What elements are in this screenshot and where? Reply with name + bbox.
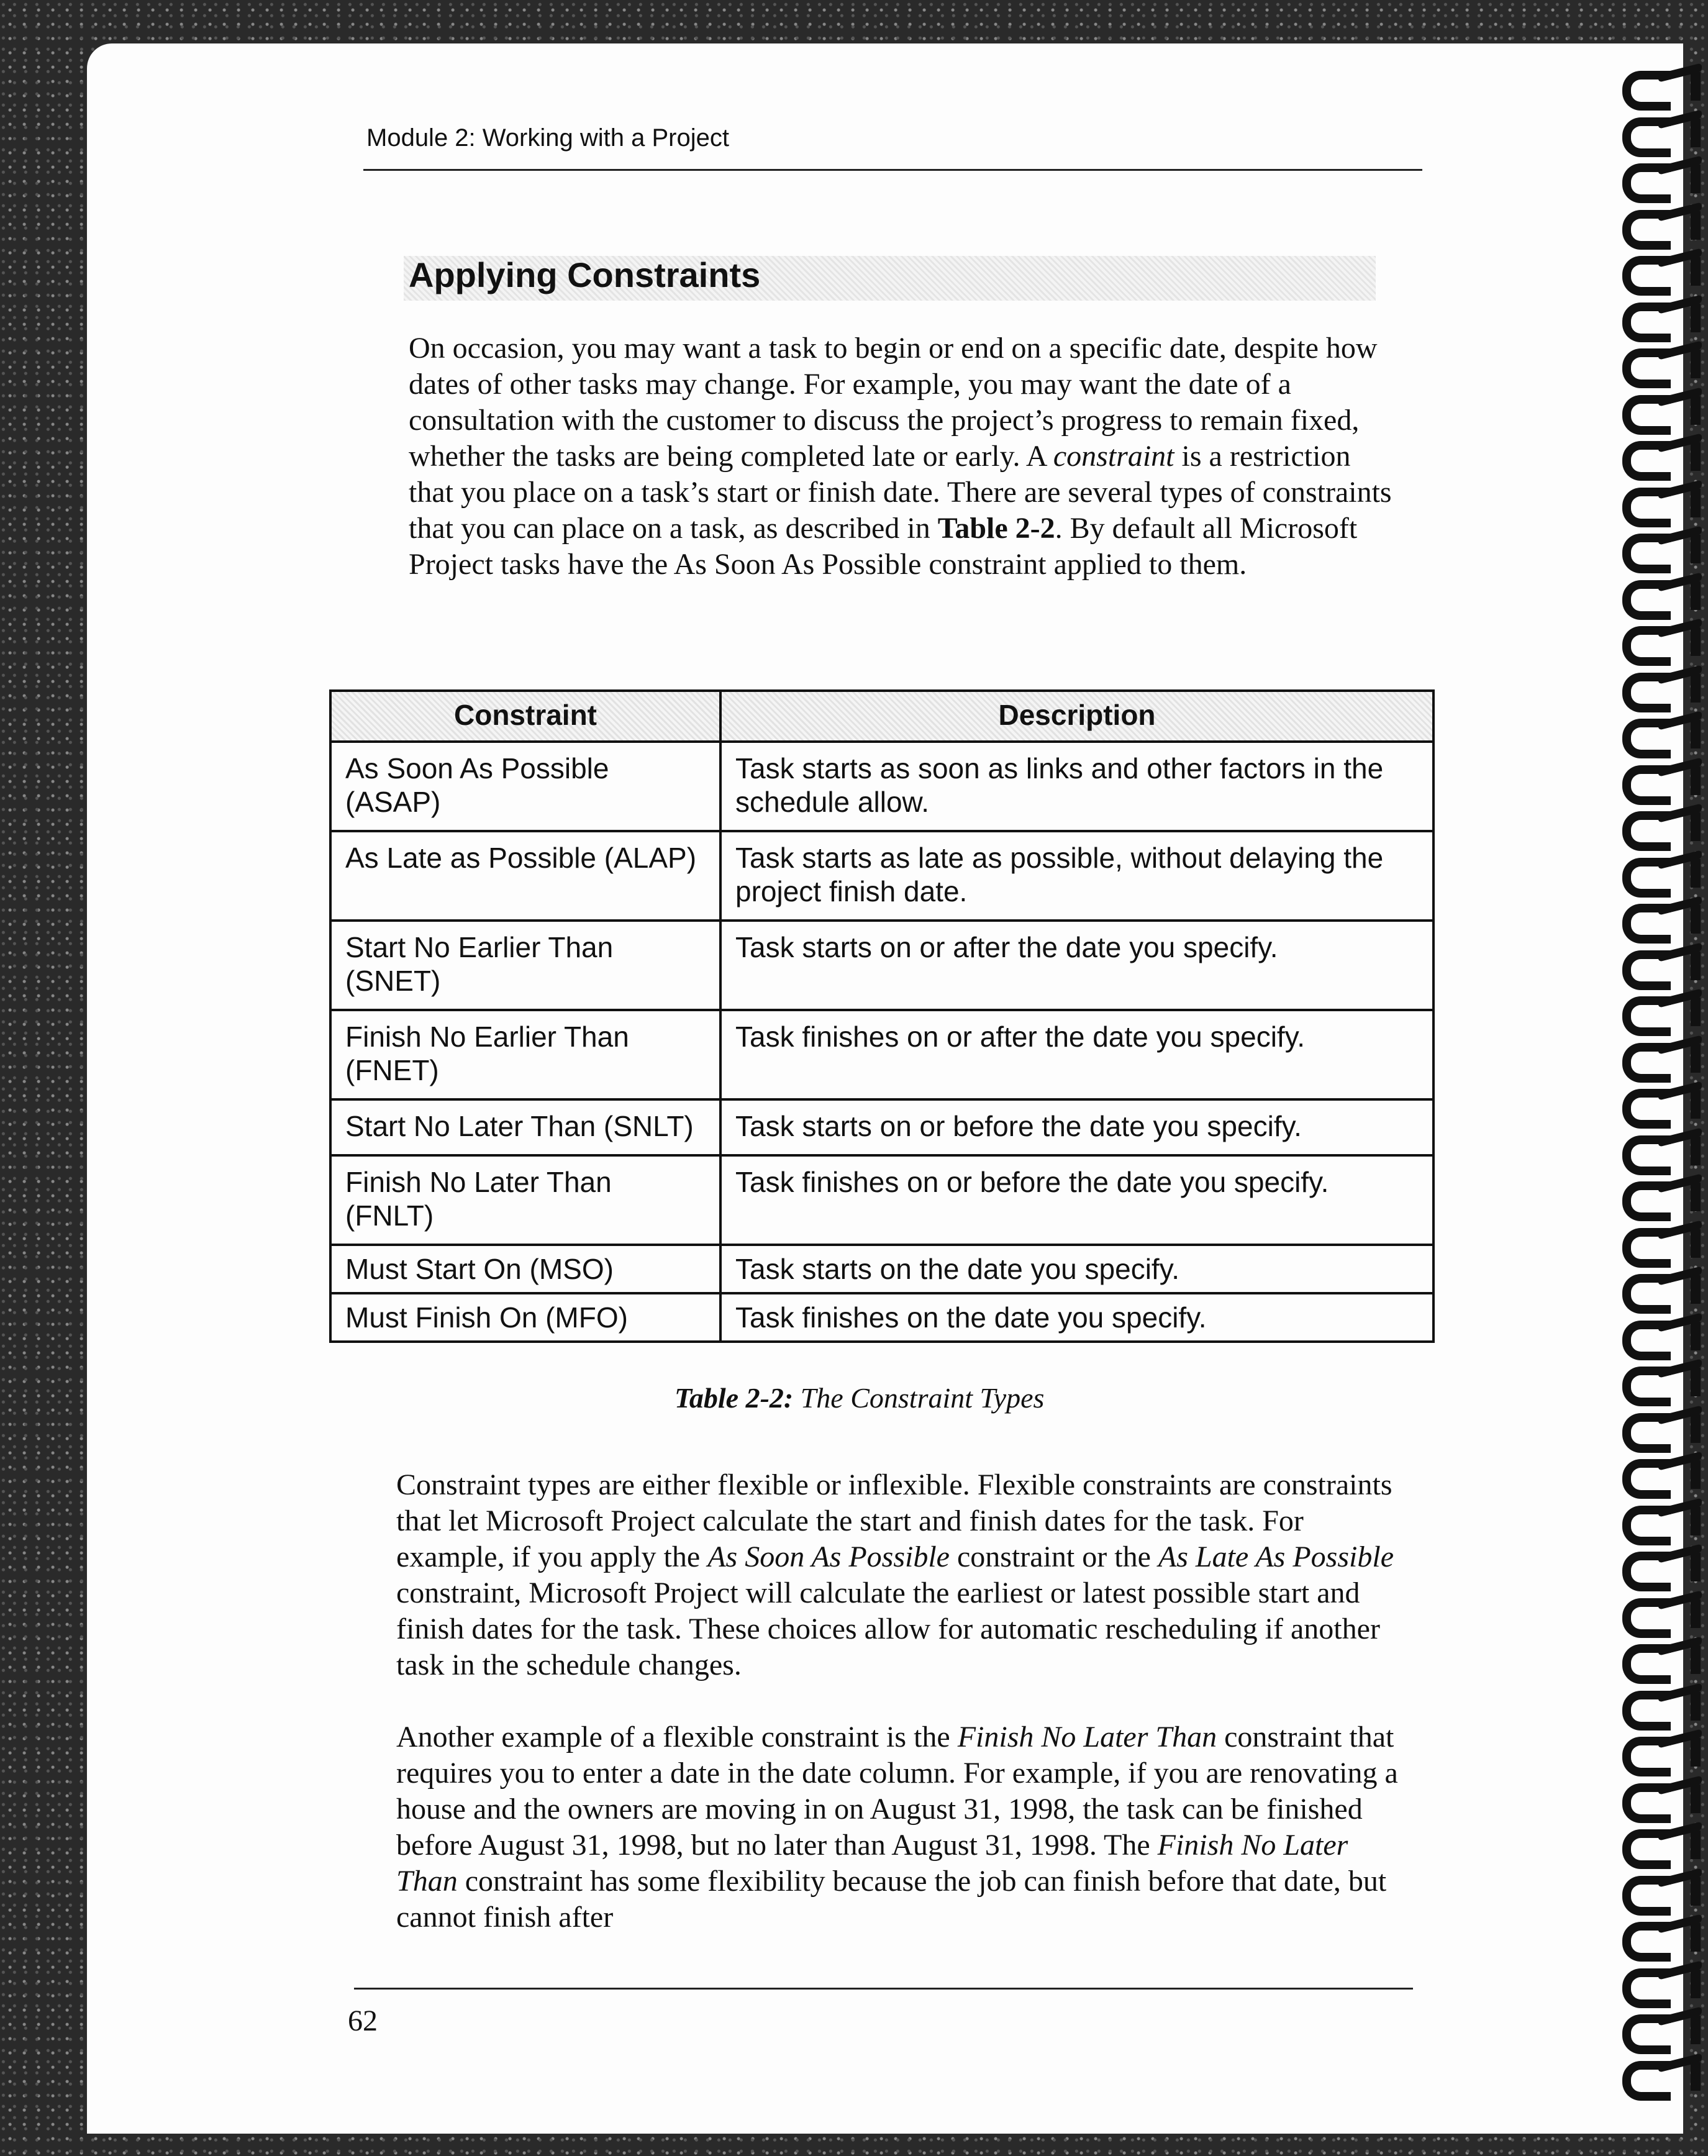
- binding-coil: [1621, 1411, 1702, 1440]
- description-cell: Task starts on the date you specify.: [720, 1245, 1433, 1293]
- caption-text: The Constraint Types: [793, 1382, 1045, 1414]
- binding-coil: [1621, 346, 1702, 376]
- binding-coil: [1621, 2058, 1702, 2088]
- binding-coil: [1621, 1642, 1702, 1672]
- binding-coil: [1621, 1226, 1702, 1255]
- binding-coil: [1621, 855, 1702, 885]
- constraint-cell: Finish No Earlier Than (FNET): [330, 1010, 720, 1099]
- caption-label: Table 2-2:: [675, 1382, 794, 1414]
- page-number: 62: [348, 2004, 378, 2037]
- binding-coil: [1621, 1596, 1702, 1626]
- table-row: [330, 1293, 1433, 1342]
- binding-coil: [1621, 253, 1702, 283]
- description-cell: Task finishes on the date you specify.: [720, 1293, 1433, 1342]
- constraint-cell: As Late as Possible (ALAP): [330, 831, 720, 921]
- binding-coil: [1621, 1873, 1702, 1903]
- constraint-table: [329, 689, 1435, 1343]
- binding-coil: [1621, 763, 1702, 793]
- binding-coil: [1621, 670, 1702, 700]
- binding-coil: [1621, 1040, 1702, 1070]
- binding-coil: [1621, 948, 1702, 978]
- constraint-cell: Finish No Later Than (FNLT): [330, 1155, 720, 1245]
- description-cell: Task starts on or after the date you specify.: [720, 921, 1433, 1010]
- table-caption: [675, 1381, 1044, 1414]
- column-header-description: Description: [720, 691, 1433, 742]
- description-cell: Task finishes on or after the date you specify.: [720, 1010, 1433, 1099]
- flexible-paragraph: [396, 1467, 1415, 1683]
- intro-text-2: is a restriction that you place on a task’s start or finish date. There are several types of constraints that you can place on a task, as described in: [409, 440, 1399, 545]
- binding-coil: [1621, 624, 1702, 653]
- para2-text-2: constraint or the: [949, 1540, 1158, 1573]
- intro-text-1: On occasion, you may want a task to begin or end on a specific date, despite how dates of other tasks may change. For example, you may want the date of a consultation with the customer to discuss the project’s progress to remain fixed, whether the tasks are being completed late or early. A: [409, 332, 1385, 473]
- spiral-binding: [1621, 68, 1708, 2112]
- intro-term: constraint: [1053, 440, 1174, 473]
- para2-text-1: Constraint types are either flexible or inflexible. Flexible constraints are constraints that let Microsoft Project calculate the start and finish dates for the task. For example, if you apply the: [396, 1468, 1400, 1573]
- binding-coil: [1621, 1271, 1702, 1301]
- footer-rule: [354, 1988, 1413, 1990]
- binding-coil: [1621, 809, 1702, 839]
- binding-coil: [1621, 1688, 1702, 1718]
- binding-coil: [1621, 300, 1702, 330]
- intro-text-3: . By default all Microsoft Project tasks have the As Soon As Possible constraint applied to them.: [409, 512, 1365, 581]
- constraint-cell: Must Finish On (MFO): [330, 1293, 720, 1342]
- table-header-row: [330, 691, 1433, 742]
- para2-italic-2: As Late As Possible: [1158, 1540, 1394, 1573]
- para2-text-3: constraint, Microsoft Project will calculate the earliest or latest possible start and finish dates for the task. These choices allow for automatic rescheduling if another task in the schedule changes.: [396, 1540, 1402, 1681]
- binding-coil: [1621, 531, 1702, 561]
- table-row: [330, 1155, 1433, 1245]
- table-row: [330, 921, 1433, 1010]
- binding-coil: [1621, 1133, 1702, 1163]
- binding-coil: [1621, 1179, 1702, 1209]
- intro-paragraph: [409, 330, 1402, 583]
- binding-coil: [1621, 161, 1702, 191]
- para3-text-3: constraint has some flexibility because the job can finish before that date, but cannot finish after: [396, 1865, 1394, 1934]
- binding-coil: [1621, 115, 1702, 145]
- header-rule: [363, 169, 1422, 171]
- binding-coil: [1621, 1827, 1702, 1857]
- binding-coil: [1621, 68, 1702, 98]
- para3-text-2: constraint that requires you to enter a date in the date column. For example, if you are renovating a house and the owners are moving in on August 31, 1998, the task can be finished before August 31, 1998, but no later than August 31, 1998. The: [396, 1721, 1406, 1862]
- binding-coil: [1621, 578, 1702, 607]
- binding-coil: [1621, 1919, 1702, 1949]
- binding-coil: [1621, 1364, 1702, 1394]
- binding-coil: [1621, 716, 1702, 746]
- binding-coil: [1621, 485, 1702, 515]
- intro-table-ref: Table 2-2: [937, 512, 1055, 545]
- running-header: Module 2: Working with a Project: [366, 124, 729, 152]
- description-cell: Task starts on or before the date you specify.: [720, 1099, 1433, 1155]
- description-cell: Task finishes on or before the date you specify.: [720, 1155, 1433, 1245]
- example-paragraph: [396, 1719, 1415, 1935]
- constraint-cell: As Soon As Possible (ASAP): [330, 742, 720, 831]
- constraint-cell: Start No Later Than (SNLT): [330, 1099, 720, 1155]
- constraint-cell: Must Start On (MSO): [330, 1245, 720, 1293]
- binding-coil: [1621, 2012, 1702, 2042]
- binding-coil: [1621, 439, 1702, 468]
- section-title: Applying Constraints: [409, 255, 761, 294]
- para3-text-1: Another example of a flexible constraint is the: [396, 1721, 958, 1753]
- binding-coil: [1621, 901, 1702, 931]
- description-cell: Task starts as soon as links and other factors in the schedule allow.: [720, 742, 1433, 831]
- binding-coil: [1621, 1457, 1702, 1486]
- para2-italic-1: As Soon As Possible: [707, 1540, 950, 1573]
- para3-italic-2: Finish No Later Than: [396, 1829, 1356, 1898]
- table-row: [330, 1099, 1433, 1155]
- binding-coil: [1621, 1318, 1702, 1348]
- binding-coil: [1621, 207, 1702, 237]
- table-row: [330, 742, 1433, 831]
- table-row: [330, 1245, 1433, 1293]
- column-header-constraint: Constraint: [330, 691, 720, 742]
- constraint-cell: Start No Earlier Than (SNET): [330, 921, 720, 1010]
- binding-coil: [1621, 1734, 1702, 1764]
- binding-coil: [1621, 1086, 1702, 1116]
- binding-coil: [1621, 994, 1702, 1024]
- binding-coil: [1621, 1549, 1702, 1579]
- para3-italic-1: Finish No Later Than: [957, 1721, 1217, 1753]
- binding-coil: [1621, 1503, 1702, 1533]
- binding-coil: [1621, 1781, 1702, 1811]
- binding-coil: [1621, 393, 1702, 422]
- table-row: [330, 831, 1433, 921]
- binding-coil: [1621, 1966, 1702, 1996]
- description-cell: Task starts as late as possible, without delaying the project finish date.: [720, 831, 1433, 921]
- table-row: [330, 1010, 1433, 1099]
